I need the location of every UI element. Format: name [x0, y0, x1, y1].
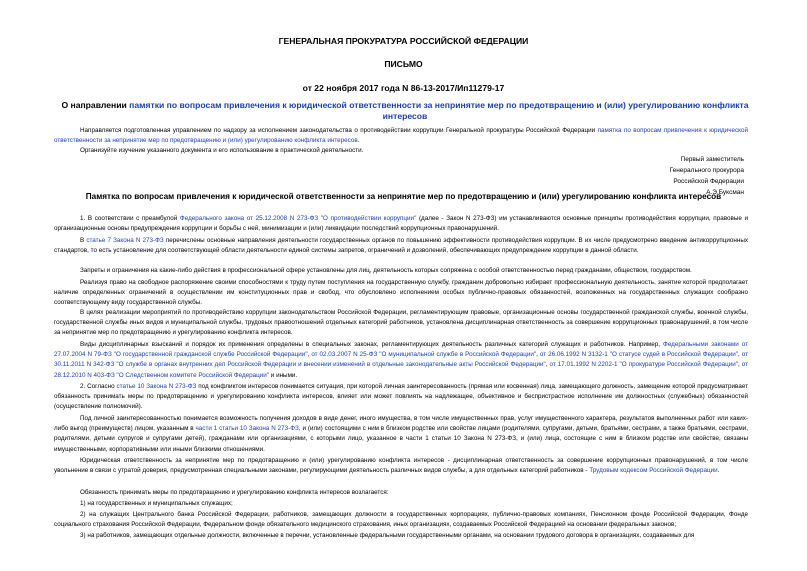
- law-79-link[interactable]: Федеральными законами от 27.07.2004 N 79-ФЗ "О государственной гражданской службе Российской Федерации": [54, 341, 748, 359]
- memo-text: Виды дисциплинарных взысканий и порядок их применения определены в специальных законах, регламентирующих деятельность различных категорий служащих и работников. Например,: [80, 341, 664, 348]
- doc-type: ПИСЬМО: [384, 59, 423, 69]
- doc-subject: [40, 100, 770, 122]
- memo-text: перечислены основные направления деятельности государственных органов по повышению эффективности противодействия коррупции. В их числе предусмотрено введение антикоррупционных стандартов, то есть установление для соответствующей области деятельности единой системы запретов, ограничений и дозволений, обеспечивающих предупреждение коррупции в данной области.: [54, 237, 749, 255]
- memo-paragraph-9: [54, 456, 748, 476]
- labor-code-link[interactable]: Трудовым кодексом Российской Федерации: [589, 467, 718, 475]
- memo-paragraph-6: [54, 340, 748, 381]
- memo-paragraph-8: [54, 414, 748, 455]
- doc-date-number: от 22 ноября 2017 года N 86-13-2017/Ип11279-17: [302, 83, 505, 93]
- signature-line-1: Первый заместитель: [680, 156, 744, 163]
- memo-text: .: [717, 467, 720, 475]
- intro-memo-link[interactable]: памятка по вопросам привлечения к юридической ответственности за непринятие мер по предотвращению и (или) урегулированию конфликта интересов: [54, 127, 748, 145]
- law-273-link[interactable]: Федерального закона от 25.12.2008 N 273-ФЗ "О противодействии коррупции": [179, 215, 417, 222]
- memo-text: Под личной заинтересованностью понимается возможность получения доходов в виде денег, иного имущества, в том числе имущественных прав, услуг имущественного характера, результатов выполненных работ или каких-либо выгод (преимуществ) лицом, указанным в: [54, 415, 748, 433]
- article-10-link[interactable]: статье 10 Закона N 273-ФЗ: [116, 383, 197, 390]
- article-7-link[interactable]: статье 7 Закона N 273-ФЗ: [86, 237, 164, 244]
- memo-list-item-3: 3) на работников, замещающих отдельные должности, включенные в перечни, установленные федеральными государственными органами, на основании трудового договора в организациях, создаваемых для: [80, 532, 695, 539]
- memo-text: , и (или) состоящими с ним в близком родстве или свойстве лицами (родителями, супругами, детьми, братьями, сестрами, а также братьями, сестрами, родителями, детьми супругов и супругами детей), гражданами или организациями, с которыми лицо, указанное в части 1 статьи 10 Закона N 273-ФЗ, и (или) лица, состоящие с ним в близком родстве или свойстве, связаны имущественными, корпоративными или иными близкими отношениями.: [54, 425, 749, 453]
- memo-text: В: [80, 237, 87, 244]
- sep: ,: [545, 361, 550, 369]
- memo-paragraph-4: Реализуя право на свободное распоряжение своими способностями к труду путем поступления на государственную службу, гражданин добровольно избирает профессиональную деятельность, занятие которой предполагает наличие определенных ограничений в осуществлении им конституционных прав и свобод, что обусловлено исполнением особых публично-правовых обязанностей, возложенных на государственных служащих сообразно соответствующему виду государственной службы.: [54, 279, 748, 307]
- subject-prefix: О направлении: [61, 100, 130, 110]
- memo-text: 1. В соответствии с преамбулой: [80, 215, 180, 222]
- memo-title: Памятка по вопросам привлечения к юридической ответственности за непринятие мер по предотвращению и (или) урегулированию конфликта интересов: [85, 192, 722, 201]
- law-2202-link[interactable]: от 17.01.1992 N 2202-1 "О прокуратуре Российской Федерации": [549, 361, 738, 369]
- memo-paragraph-7: [54, 382, 748, 413]
- law-403-link[interactable]: от 28.12.2010 N 403-ФЗ "О Следственном комитете Российской Федерации": [54, 361, 748, 379]
- sep: ,: [737, 361, 742, 369]
- memo-text: под конфликтом интересов понимается ситуация, при которой личная заинтересованность (прямая или косвенная) лица, замещающего должность, замещение которой предусматривает обязанность принимать меры по предотвращению и урегулированию конфликта интересов, влияет или может повлиять на надлежащее, объективное и беспристрастное исполнение им должностных (служебных) обязанностей (осуществление полномочий).: [54, 383, 748, 411]
- signature-line-3: Российской Федерации: [673, 178, 744, 185]
- sep: ,: [307, 351, 312, 359]
- subject-link[interactable]: памятки по вопросам привлечения к юридической ответственности за непринятие мер по предотвращению и (или) урегулированию конфликта интересов: [129, 100, 749, 121]
- memo-list-item-2: 2) на служащих Центрального банка Российской Федерации, работников, замещающих должности в государственных корпорациях, публично-правовых компаниях, Пенсионном фонде Российской Федерации, Фонде социального страхования Российской Федерации, Федеральном фонде обязательного медицинского страхования, иных организациях, создаваемых Российской Федерацией на основании федеральных законов;: [54, 511, 748, 529]
- org-title: ГЕНЕРАЛЬНАЯ ПРОКУРАТУРА РОССИЙСКОЙ ФЕДЕРАЦИИ: [278, 36, 529, 46]
- memo-paragraph-3: Запреты и ограничения на какие-либо действия в профессиональной сфере установлены для лиц, деятельность которых сопряжена с особой ответственностью перед гражданами, обществом, государством.: [80, 267, 692, 274]
- law-3132-link[interactable]: от 26.06.1992 N 3132-1 "О статусе судей в Российской Федерации": [539, 351, 738, 359]
- memo-text: (далее - Закон N 273-ФЗ) им устанавливаются основные принципы противодействия коррупции, правовые и организационные основы предупреждения коррупции и борьбы с ней, минимизации и (или) ликвидации последствий коррупционных правонарушений.: [54, 215, 748, 233]
- memo-paragraph-5: В целях реализации мероприятий по противодействию коррупции законодательством Российской Федерации, регламентирующим правовые, организационные основы государственной гражданской службы, военной службы, государственной службы иных видов и муниципальной службы, трудовых правоотношений отдельных категорий работников, установлена дисциплинарная ответственность за совершение коррупционных правонарушений, в том числе за непринятие мер по предотвращению и урегулированию конфликта интересов.: [54, 309, 748, 337]
- intro-paragraph-1: [54, 126, 748, 146]
- memo-paragraph-1: [54, 214, 748, 234]
- memo-paragraph-2: [54, 236, 748, 256]
- signature-name: А.Э.Буксман: [706, 189, 744, 196]
- law-342-link[interactable]: от 30.11.2011 N 342-ФЗ "О службе в органах внутренних дел Российской Федерации и внесении изменений в отдельные законодательные акты Российской Федерации": [54, 351, 748, 369]
- intro-text: Направляется подготовленная управлением по надзору за исполнением законодательства о противодействии коррупции Генеральной прокуратуры Российской Федерации: [80, 127, 598, 134]
- memo-paragraph-10: Обязанность принимать меры по предотвращению и урегулированию конфликта интересов возлагается:: [80, 489, 389, 496]
- signature-line-2: Генерального прокурора: [669, 167, 744, 174]
- sep: ,: [738, 351, 742, 359]
- memo-list-item-1: 1) на государственных и муниципальных служащих;: [80, 500, 233, 507]
- article-10-part-1-link[interactable]: части 1 статьи 10 Закона N 273-ФЗ: [195, 425, 299, 433]
- memo-text: 2. Согласно: [80, 383, 117, 390]
- intro-text-end: .: [357, 137, 360, 145]
- law-25-link[interactable]: от 02.03.2007 N 25-ФЗ "О муниципальной службе в Российской Федерации": [311, 351, 537, 359]
- memo-text: и иными.: [269, 371, 298, 379]
- memo-text: Юридическая ответственность за непринятие мер по предотвращению и (или) урегулированию конфликта интересов - дисциплинарная ответственность за совершение коррупционных правонарушений, в том числе увольнение в связи с утратой доверия, предусмотренная специальными законами, регулирующими деятельность различных видов службы, а для отдельных категорий работников -: [54, 457, 748, 475]
- sep: ,: [536, 351, 540, 359]
- intro-paragraph-2: Организуйте изучение указанного документа и его использование в практической деятельности.: [80, 147, 364, 154]
